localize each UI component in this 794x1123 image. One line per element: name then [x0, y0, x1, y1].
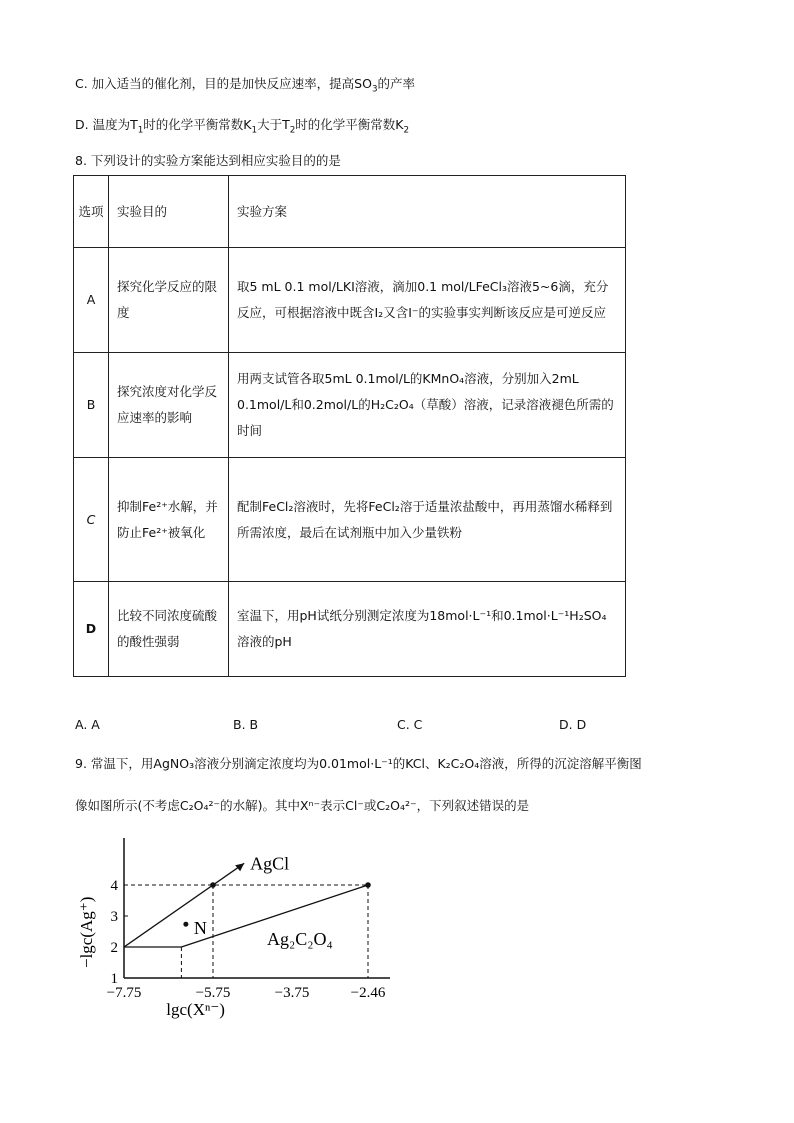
x-tick-label: −3.75 — [274, 985, 310, 1001]
x-axis-label: lgc(Xⁿ⁻) — [166, 1000, 225, 1019]
x-tick-label: −7.75 — [106, 985, 142, 1001]
choice-a[interactable]: A. A — [75, 717, 100, 732]
row-option: C — [74, 458, 109, 582]
y-tick-label: 4 — [110, 878, 118, 894]
point-n-label: N — [193, 918, 207, 939]
row-option: D — [74, 582, 109, 677]
series-arrow — [235, 863, 244, 871]
table-header-row — [74, 176, 626, 248]
series-label: Ag₂C₂O₄ — [267, 929, 333, 949]
option-d-mid3: 时的化学平衡常数K — [295, 117, 404, 132]
option-c-prev — [75, 74, 416, 95]
q9-line1: 9. 常温下，用AgNO₃溶液分别滴定浓度均为0.01mol·L⁻¹的KCl、K₂C₂O₄溶液，所得的沉淀溶解平衡图 — [75, 756, 642, 771]
row-scheme: 室温下，用pH试纸分别测定浓度为18mol·L⁻¹和0.1mol·L⁻¹H₂SO₄溶液的pH — [229, 582, 626, 677]
x-tick-label: −5.75 — [195, 985, 231, 1001]
row-option: A — [74, 248, 109, 353]
option-d-mid2: 大于T — [257, 117, 290, 132]
header-purpose: 实验目的 — [109, 176, 229, 248]
row-option: B — [74, 353, 109, 458]
row-scheme: 取5 mL 0.1 mol/LKI溶液，滴加0.1 mol/LFeCl₃溶液5~6滴，充分反应，可根据溶液中既含I₂又含I⁻的实验事实判断该反应是可逆反应 — [229, 248, 626, 353]
row-scheme: 配制FeCl₂溶液时，先将FeCl₂溶于适量浓盐酸中，再用蒸馏水稀释到所需浓度，最后在试剂瓶中加入少量铁粉 — [229, 458, 626, 582]
x-tick-label: −2.46 — [350, 985, 386, 1001]
data-point — [210, 882, 216, 888]
row-scheme: 用两支试管各取5mL 0.1mol/L的KMnO₄溶液，分别加入2mL 0.1mol/L和0.2mol/L的H₂C₂O₄（草酸）溶液，记录溶液褪色所需的时间 — [229, 353, 626, 458]
q8-table — [73, 175, 626, 677]
point-n — [183, 922, 188, 927]
y-tick-label: 2 — [110, 940, 118, 956]
option-d-sub1: 1 — [137, 125, 144, 136]
table-row — [74, 582, 626, 677]
option-d-mid1: 时的化学平衡常数K — [143, 117, 252, 132]
series-line-agcl — [124, 863, 244, 947]
choice-c[interactable]: C. C — [397, 717, 423, 732]
row-purpose: 比较不同浓度硫酸的酸性强弱 — [109, 582, 229, 677]
q9-line2: 像如图所示(不考虑C₂O₄²⁻的水解)。其中Xⁿ⁻表示Cl⁻或C₂O₄²⁻，下列叙述错误的是 — [75, 798, 530, 813]
choice-b[interactable]: B. B — [233, 717, 259, 732]
header-option: 选项 — [74, 176, 109, 248]
solubility-chart — [72, 832, 402, 1022]
q8-stem: 8. 下列设计的实验方案能达到相应实验目的的是 — [75, 153, 341, 168]
option-d-prev — [75, 115, 410, 136]
y-tick-label: 1 — [110, 971, 118, 987]
table-row — [74, 353, 626, 458]
table-row — [74, 248, 626, 353]
option-c-sub: 3 — [371, 84, 378, 95]
row-purpose: 探究浓度对化学反应速率的影响 — [109, 353, 229, 458]
choice-d[interactable]: D. D — [559, 717, 587, 732]
option-d-text: D. 温度为T — [75, 117, 138, 132]
table-row — [74, 458, 626, 582]
row-purpose: 探究化学反应的限度 — [109, 248, 229, 353]
option-d-sub4: 2 — [403, 125, 410, 136]
y-axis-label: −lgc(Ag⁺) — [77, 896, 96, 968]
option-d-sub2: 1 — [251, 125, 258, 136]
series-label: AgCl — [250, 853, 290, 874]
option-c-tail: 的产率 — [377, 76, 416, 91]
y-tick-label: 3 — [110, 909, 118, 925]
option-d-sub3: 2 — [289, 125, 296, 136]
header-scheme: 实验方案 — [229, 176, 626, 248]
data-point — [365, 882, 371, 888]
row-purpose: 抑制Fe²⁺水解，并防止Fe²⁺被氧化 — [109, 458, 229, 582]
option-c-text: C. 加入适当的催化剂，目的是加快反应速率，提高SO — [75, 76, 372, 91]
